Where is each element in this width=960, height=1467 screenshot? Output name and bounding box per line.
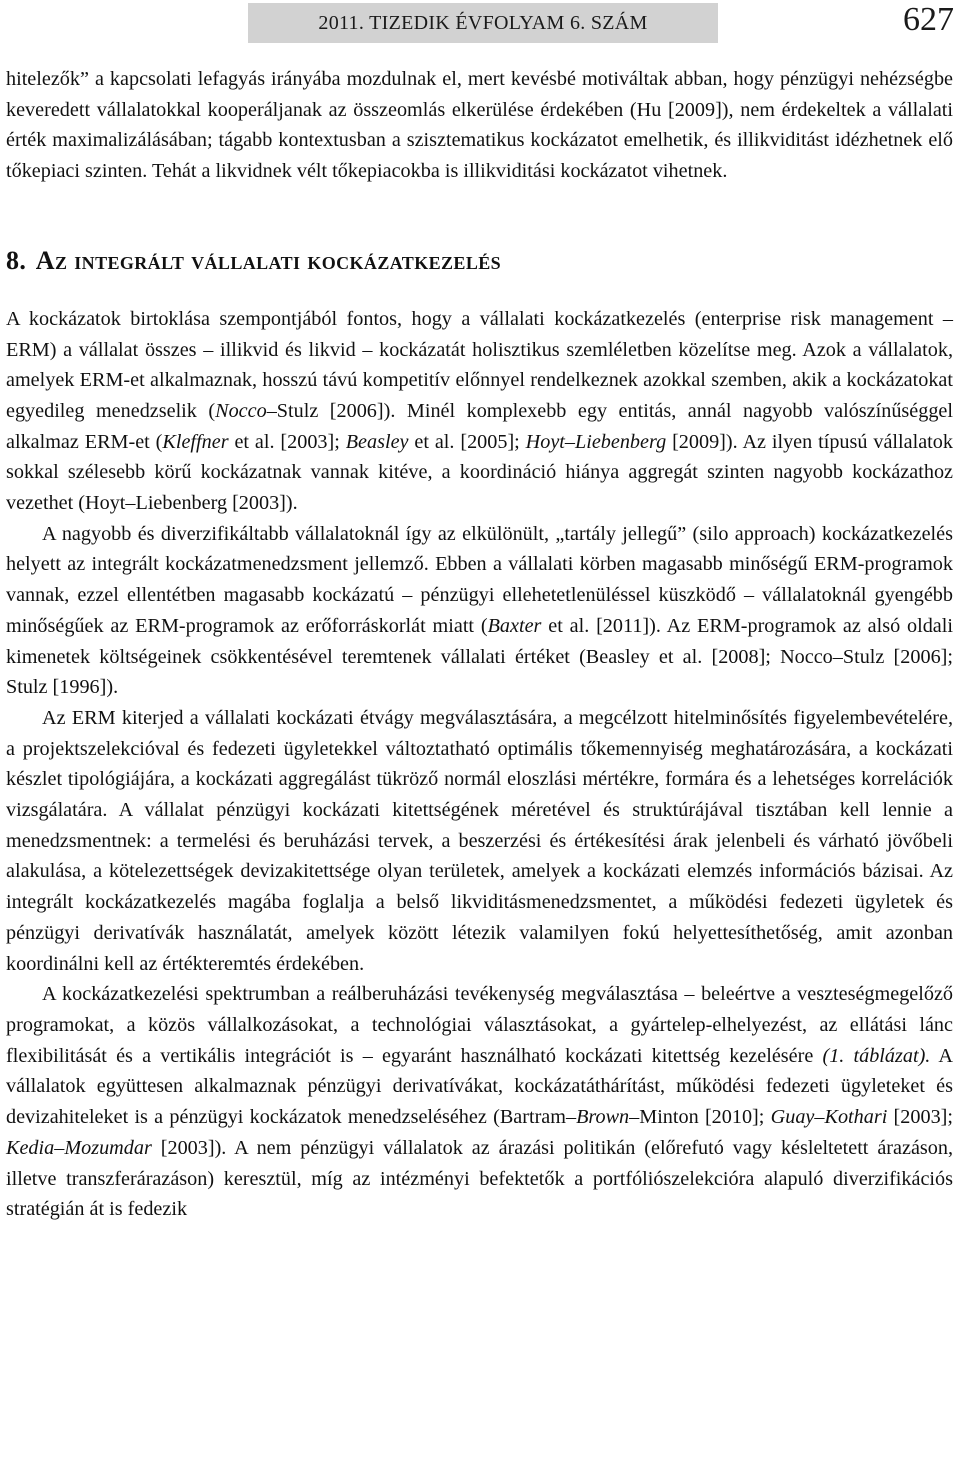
section-heading — [6, 246, 953, 276]
paragraph-text: [2003]). A nem pénzügyi vállalatok az árazási politikán (előrefutó vagy késleltetett árazáson, illetve transzferárazáson) keresztül, míg az intézményi befektetők a portfóliószelekcióra alapuló diverzifikációs stratégián át is fedezik — [6, 1136, 953, 1221]
italic-citation: (1. táblázat). — [822, 1044, 931, 1067]
italic-citation: Kedia–Mozumdar — [6, 1136, 152, 1159]
body-paragraph — [6, 519, 953, 703]
journal-issue-label: 2011. TIZEDIK ÉVFOLYAM 6. SZÁM — [318, 11, 648, 34]
paragraph-text: A kockázatkezelési spektrumban a reálberuházási tevékenység megválasztása – beleértve a veszteségmegelőző programokat, a közös vállalkozásokat, a technológiai választásokat, a gyártelep-elhelyezést, az ellátási lánc flexibilitását és a vertikális integrációt is – egyaránt használható kockázati kitettség kezelésére — [6, 983, 953, 1067]
paragraph-text: –Minton [2010]; — [629, 1106, 771, 1129]
paragraph-text: et al. [2003]; — [228, 430, 346, 453]
paragraph-text: A vállalatok együttesen alkalmaznak pénzügyi derivatívákat, kockázatáthárítást, működési fedezeti ügyleteket és devizahiteleket is a pénzügyi kockázatok menedzseléséhez (Bartram– — [6, 1044, 953, 1129]
body-paragraph — [6, 703, 953, 979]
body-paragraph — [6, 304, 953, 519]
italic-citation: Kleffner — [162, 430, 229, 453]
body-paragraph — [6, 979, 953, 1225]
paragraph-text: [2009]). Az ilyen típusú vállalatok sokkal szélesebb körű kockázatnak vannak kitéve, a koordináció hiánya aggregát szinten nagyobb kockázathoz vezethet (Hoyt–Liebenberg [2003]). — [6, 430, 953, 515]
section-paragraphs — [6, 304, 953, 1225]
paragraph-text: –Stulz [2006]). Minél komplexebb egy entitás, annál nagyobb valószínűséggel alkalmaz ERM-et ( — [6, 399, 953, 453]
paragraph-text: Az ERM kiterjed a vállalati kockázati étvágy megválasztására, a megcélzott hitelminősítés figyelembevételére, a projektszelekcióval és fedezeti ügyletekkel változtatható optimális tőkemennyiség meghatározására, a kockázati készlet tipológiájára, a kockázati aggregálást tükröző normál eloszlási mértékre, formára és a lehetséges korrelációk vizsgálatára. A vállalat pénzügyi kockázati kitettségének méretével és struktúrájával tisztában kell lennie a menedzsmentnek: a termelési és beruházási tervek, a beszerzési és értékesítési árak jelenbeli és várható jövőbeli alakulása, a kötelezettségek devizakitettsége olyan területek, amelyek a kockázati elemzés információs bázisai. Az integrált kockázatkezelés magába foglalja a belső likviditásmenedzsmentet, a működési fedezeti ügyletek és pénzügyi derivatívák használatát, amelyek között létezik valamilyen fokú helyettesíthetőség, amit azonban koordinálni kell az értékteremtés érdekében. — [6, 706, 953, 975]
intro-paragraph: hitelezők” a kapcsolati lefagyás irányába mozdulnak el, mert kevésbé motiváltak abban, hogy pénzügyi nehézségbe keveredett vállalatokkal kooperáljanak az összeomlás elkerülése érdekében (Hu [2009]), nem érdekeltek a vállalati érték maximalizálásában; tágabb kontextusban a szisztematikus kockázatot emelhetik, és illikviditást idézhetnek elő tőkepiaci szinten. Tehát a likvidnek vélt tőkepiacokba is illikviditási kockázatot vihetnek. — [6, 68, 953, 183]
page-number: 627 — [903, 1, 954, 38]
italic-citation: Brown — [576, 1106, 630, 1129]
section-title: Az integrált vállalati kockázatkezelés — [35, 245, 502, 275]
page-body — [6, 64, 953, 1225]
italic-citation: Nocco — [215, 399, 267, 422]
running-header — [248, 3, 718, 43]
paragraph-text: et al. [2011]). Az ERM-programok az alsó oldali kimenetek költségeinek csökkentésével teremtenek vállalati értéket (Beasley et al. [2008]; Nocco–Stulz [2006]; Stulz [1996]). — [6, 614, 953, 699]
section-number: 8. — [6, 245, 27, 275]
paragraph-text: [2003]; — [887, 1106, 953, 1129]
italic-citation: Hoyt–Liebenberg — [525, 430, 667, 453]
italic-citation: Beasley — [345, 430, 409, 453]
paragraph-text: A nagyobb és diverzifikáltabb vállalatoknál így az elkülönült, „tartály jellegű” (silo approach) kockázatkezelés helyett az integrált kockázatmenedzsment jellemző. Ebben a vállalati körben magasabb minőségű ERM-programok vannak, ezzel ellentétben magasabb kockázatú – pénzügyi ellehetetlenüléssel küszködő – vállalatoknál gyengébb minőségűek az ERM-programok az erőforráskorlát miatt ( — [6, 522, 953, 637]
paragraph-text: A kockázatok birtoklása szempontjából fontos, hogy a vállalati kockázatkezelés (enterprise risk management – ERM) a vállalat összes – illikvid és likvid – kockázatát holisztikus szemléletben közelítse meg. Azok a vállalatok, amelyek ERM-et alkalmaznak, hosszú távú kompetitív előnnyel rendelkeznek azokkal szemben, akik a kockázatokat egyedileg menedzselik ( — [6, 307, 953, 422]
paragraph-text: et al. [2005]; — [408, 430, 526, 453]
italic-citation: Baxter — [487, 614, 542, 637]
italic-citation: Guay–Kothari — [770, 1106, 888, 1129]
